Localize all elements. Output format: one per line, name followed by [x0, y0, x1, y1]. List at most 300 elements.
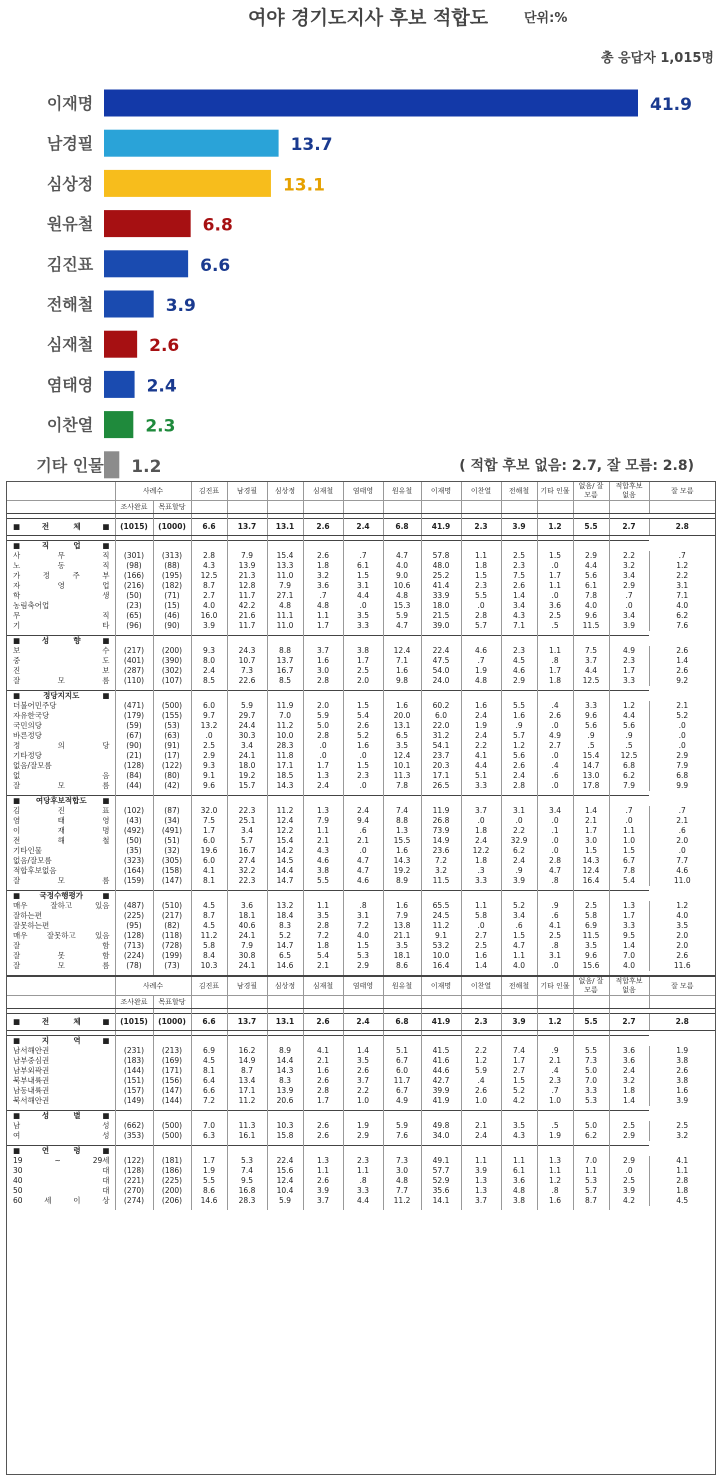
- table-cell: 7.0: [267, 711, 303, 721]
- section-title: ■국정수행평가■: [7, 891, 115, 902]
- table-cell: 9.1: [191, 771, 227, 781]
- table-cell: 15.3: [383, 601, 421, 611]
- table-cell: 12.4: [267, 1176, 303, 1186]
- table-cell: 4.1: [461, 751, 501, 761]
- table-cell: (390): [153, 656, 191, 666]
- table-cell: 2.6: [303, 519, 343, 536]
- table-cell: 2.5: [343, 666, 383, 676]
- table-cell: [573, 636, 609, 647]
- table-cell: 16.2: [227, 1046, 267, 1056]
- table-cell: .0: [343, 601, 383, 611]
- header-blank: [649, 996, 715, 1009]
- table-row: [7, 601, 715, 611]
- table-cell: [501, 891, 537, 902]
- section-title: ■직 업■: [7, 541, 115, 552]
- table-cell: [573, 691, 609, 702]
- table-cell: 14.3: [383, 856, 421, 866]
- table-cell: 9.0: [383, 571, 421, 581]
- header-blank: [537, 501, 573, 514]
- table-cell: 10.4: [267, 1186, 303, 1196]
- table-cell: .8: [537, 1186, 573, 1196]
- table-cell: 5.0: [303, 721, 343, 731]
- table-cell: [115, 1146, 153, 1157]
- table-cell: [115, 796, 153, 807]
- table-cell: 5.7: [501, 731, 537, 741]
- table-cell: [191, 1146, 227, 1157]
- table-cell: 30.8: [227, 951, 267, 961]
- header-blank: [461, 501, 501, 514]
- table-cell: 1.6: [649, 1086, 715, 1096]
- table-cell: 4.0: [573, 601, 609, 611]
- table-cell: 3.1: [343, 581, 383, 591]
- table-cell: [303, 691, 343, 702]
- table-cell: 9.5: [227, 1176, 267, 1186]
- table-cell: [153, 691, 191, 702]
- spacer-cell: [573, 1206, 609, 1210]
- spacer-cell: [501, 1206, 537, 1210]
- table-row: [7, 701, 715, 711]
- table-cell: 1.5: [537, 551, 573, 561]
- table-row: [7, 551, 715, 561]
- table-cell: [537, 541, 573, 552]
- table-cell: .4: [537, 701, 573, 711]
- table-cell: 1.0: [461, 1096, 501, 1106]
- table-cell: 2.0: [303, 701, 343, 711]
- table-cell: 7.7: [649, 856, 715, 866]
- table-cell: [609, 796, 649, 807]
- table-cell: .7: [461, 656, 501, 666]
- table-cell: 1.9: [461, 666, 501, 676]
- table-cell: 6.0: [191, 701, 227, 711]
- table-cell: 1.1: [303, 826, 343, 836]
- table-cell: [573, 541, 609, 552]
- table-cell: .6: [649, 826, 715, 836]
- table-cell: (128): [115, 1166, 153, 1176]
- table-cell: (179): [115, 711, 153, 721]
- table-row: [7, 711, 715, 721]
- spacer-cell: [267, 1206, 303, 1210]
- table-cell: 5.2: [501, 1086, 537, 1096]
- header-cell: 심상정: [267, 976, 303, 996]
- table-cell: 14.7: [573, 761, 609, 771]
- table-cell: 1.2: [537, 1014, 573, 1031]
- table-cell: 5.3: [573, 1096, 609, 1106]
- table-cell: 22.6: [227, 676, 267, 686]
- table-cell: 3.9: [501, 876, 537, 886]
- section-header-row: [7, 1036, 715, 1047]
- table-cell: 23.6: [421, 846, 461, 856]
- table-cell: 53.2: [421, 941, 461, 951]
- table-cell: (221): [115, 1176, 153, 1186]
- table-cell: 2.4: [343, 1014, 383, 1031]
- table-cell: .0: [537, 781, 573, 791]
- table-cell: .0: [461, 816, 501, 826]
- table-cell: [421, 1111, 461, 1122]
- table-cell: 6.3: [191, 1131, 227, 1141]
- table-cell: [115, 541, 153, 552]
- table-cell: 1.7: [191, 826, 227, 836]
- table-cell: 32.9: [501, 836, 537, 846]
- table-cell: .9: [537, 901, 573, 911]
- table-cell: 1.1: [609, 826, 649, 836]
- table-cell: 1.1: [537, 581, 573, 591]
- header-cell: 심상정: [267, 482, 303, 501]
- table-cell: 9.1: [421, 931, 461, 941]
- table-cell: 2.6: [649, 666, 715, 676]
- table-cell: 18.1: [227, 911, 267, 921]
- table-cell: 3.8: [303, 866, 343, 876]
- table-cell: 12.5: [573, 676, 609, 686]
- table-cell: 1.4: [573, 806, 609, 816]
- bar: [104, 170, 271, 197]
- table-cell: (169): [153, 1056, 191, 1066]
- table-row: [7, 866, 715, 876]
- spacer-cell: [421, 1206, 461, 1210]
- table-cell: 5.1: [383, 1046, 421, 1056]
- table-cell: 7.0: [609, 951, 649, 961]
- table-cell: [191, 636, 227, 647]
- header-cell: 기타 인물: [537, 976, 573, 996]
- data-label: 2.3: [145, 416, 176, 437]
- table-cell: (500): [153, 1121, 191, 1131]
- category-label: 원유철: [46, 214, 94, 234]
- table-cell: 11.7: [227, 621, 267, 631]
- table-cell: 2.4: [461, 836, 501, 846]
- table-cell: (35): [115, 846, 153, 856]
- table-cell: .9: [537, 1046, 573, 1056]
- data-label: 6.6: [200, 255, 231, 276]
- table-cell: 6.0: [191, 856, 227, 866]
- section-title: ■연 령■: [7, 1146, 115, 1157]
- table-cell: 3.7: [573, 656, 609, 666]
- table-cell: 57.8: [421, 551, 461, 561]
- row-label: 없 음: [13, 771, 110, 780]
- table-cell: 7.1: [501, 621, 537, 631]
- table-cell: 6.8: [609, 761, 649, 771]
- table-cell: [267, 691, 303, 702]
- table-cell: [191, 541, 227, 552]
- table-cell: 3.4: [609, 611, 649, 621]
- table-cell: 14.7: [267, 941, 303, 951]
- table-cell: 2.1: [343, 836, 383, 846]
- table-cell: [537, 691, 573, 702]
- table-cell: 3.6: [609, 1046, 649, 1056]
- table-cell: 2.8: [303, 1086, 343, 1096]
- table-cell: 16.8: [227, 1186, 267, 1196]
- table-cell: [609, 636, 649, 647]
- table-cell: 3.3: [609, 676, 649, 686]
- row-label: 40 대: [13, 1176, 110, 1185]
- row-label: 기타인물: [13, 846, 42, 855]
- row-label: 학 생: [13, 591, 110, 600]
- table-cell: (225): [115, 911, 153, 921]
- header-cell: 없음/ 잘 모름: [573, 976, 609, 996]
- table-cell: 4.5: [649, 1196, 715, 1206]
- table-cell: 3.3: [461, 781, 501, 791]
- table-cell: (217): [153, 911, 191, 921]
- table-cell: 4.5: [191, 1056, 227, 1066]
- table-cell: 1.6: [303, 656, 343, 666]
- table-cell: .6: [537, 911, 573, 921]
- table-cell: 18.5: [267, 771, 303, 781]
- section-header-row: [7, 541, 715, 552]
- row-label: 잘 함: [13, 941, 110, 950]
- table-cell: [421, 891, 461, 902]
- table-cell: 5.6: [501, 751, 537, 761]
- table-cell: 4.8: [383, 1176, 421, 1186]
- section-header-row: [7, 891, 715, 902]
- table-cell: .7: [609, 591, 649, 601]
- table-cell: 11.0: [649, 876, 715, 886]
- table-row: [7, 826, 715, 836]
- table-row: [7, 1046, 715, 1056]
- table-cell: (231): [115, 1046, 153, 1056]
- table-cell: 2.6: [303, 1131, 343, 1141]
- table-row: [7, 646, 715, 656]
- table-cell: 1.0: [343, 1096, 383, 1106]
- table-cell: 1.2: [537, 1176, 573, 1186]
- table-header-row: [7, 482, 715, 501]
- table-cell: 5.9: [303, 711, 343, 721]
- table-row: [7, 1131, 715, 1141]
- table-cell: 24.5: [421, 911, 461, 921]
- table-cell: [383, 541, 421, 552]
- table-cell: 2.6: [649, 646, 715, 656]
- table-cell: 2.4: [343, 519, 383, 536]
- table-row: [7, 1066, 715, 1076]
- table-cell: 4.4: [461, 761, 501, 771]
- table-cell: 2.2: [461, 741, 501, 751]
- table-cell: (34): [153, 816, 191, 826]
- table-cell: 13.9: [267, 1086, 303, 1096]
- table-cell: .0: [609, 1166, 649, 1176]
- table-cell: 4.8: [383, 591, 421, 601]
- table-cell: 6.0: [383, 1066, 421, 1076]
- table-cell: 4.1: [303, 1046, 343, 1056]
- table-cell: [267, 636, 303, 647]
- bar: [104, 291, 154, 318]
- table-cell: 8.8: [383, 816, 421, 826]
- table-cell: 32.2: [227, 866, 267, 876]
- table-cell: 2.9: [343, 1131, 383, 1141]
- table-cell: [267, 891, 303, 902]
- table-cell: 3.5: [343, 611, 383, 621]
- table-cell: 1.6: [383, 901, 421, 911]
- table-cell: 3.7: [303, 646, 343, 656]
- table-cell: (122): [115, 1156, 153, 1166]
- table-cell: [537, 796, 573, 807]
- table-cell: 7.5: [573, 646, 609, 656]
- table-cell: 1.1: [461, 1156, 501, 1166]
- table-cell: (107): [153, 676, 191, 686]
- table-cell: 6.2: [573, 1131, 609, 1141]
- table-cell: .4: [461, 1076, 501, 1086]
- table-cell: 11.0: [267, 621, 303, 631]
- table-cell: 5.0: [573, 1066, 609, 1076]
- table-cell: 5.5: [573, 519, 609, 536]
- table-cell: 2.9: [609, 1156, 649, 1166]
- table-cell: 5.3: [343, 951, 383, 961]
- table-cell: 1.3: [303, 806, 343, 816]
- table-cell: 3.3: [609, 921, 649, 931]
- table-cell: 21.1: [383, 931, 421, 941]
- table-cell: 1.6: [537, 1196, 573, 1206]
- table-cell: (15): [153, 601, 191, 611]
- table-cell: [343, 1036, 383, 1047]
- table-cell: (90): [153, 621, 191, 631]
- table-cell: 3.9: [303, 1186, 343, 1196]
- table-cell: 12.4: [383, 751, 421, 761]
- table-cell: 1.2: [501, 741, 537, 751]
- table-cell: .7: [303, 591, 343, 601]
- table-cell: 4.6: [649, 866, 715, 876]
- table-cell: .8: [537, 656, 573, 666]
- table-cell: 5.5: [501, 701, 537, 711]
- table-cell: 1.1: [537, 646, 573, 656]
- header-cell: 염태영: [343, 482, 383, 501]
- table-cell: 2.5: [191, 741, 227, 751]
- header-blank: [7, 976, 115, 996]
- table-cell: [501, 691, 537, 702]
- table-cell: 4.4: [609, 711, 649, 721]
- table-cell: 6.8: [383, 519, 421, 536]
- table-row: [7, 846, 715, 856]
- table-cell: 11.2: [383, 1196, 421, 1206]
- table-cell: (78): [115, 961, 153, 971]
- table-cell: 6.2: [649, 611, 715, 621]
- table-cell: [267, 1146, 303, 1157]
- table-cell: (274): [115, 1196, 153, 1206]
- table-cell: 44.6: [421, 1066, 461, 1076]
- table-cell: 7.2: [343, 921, 383, 931]
- table-cell: 6.4: [191, 1076, 227, 1086]
- category-label: 심상정: [46, 174, 94, 194]
- table-cell: 3.3: [573, 1086, 609, 1096]
- table-cell: 1.4: [501, 591, 537, 601]
- table-cell: (90): [115, 741, 153, 751]
- table-cell: 3.9: [609, 621, 649, 631]
- table-row: [7, 816, 715, 826]
- table-row: [7, 901, 715, 911]
- spacer-cell: [191, 1206, 227, 1210]
- table-cell: 7.6: [649, 621, 715, 631]
- table-row: [7, 581, 715, 591]
- table-cell: [461, 1111, 501, 1122]
- table-cell: 11.9: [267, 701, 303, 711]
- table-cell: 14.2: [267, 846, 303, 856]
- row-label: 여 성: [13, 1131, 110, 1140]
- table-cell: 2.5: [649, 1121, 715, 1131]
- table-cell: 4.0: [609, 961, 649, 971]
- table-cell: 3.9: [191, 621, 227, 631]
- table-cell: 8.8: [267, 646, 303, 656]
- table-row: [7, 761, 715, 771]
- table-cell: [461, 1036, 501, 1047]
- table-cell: 24.1: [227, 961, 267, 971]
- table-cell: .7: [649, 806, 715, 816]
- table-cell: 3.8: [649, 1076, 715, 1086]
- table-row: [7, 1166, 715, 1176]
- table-cell: 3.7: [303, 1196, 343, 1206]
- table-cell: (500): [153, 1131, 191, 1141]
- table-cell: 15.6: [267, 1166, 303, 1176]
- table-cell: .5: [537, 1121, 573, 1131]
- table-cell: 28.3: [267, 741, 303, 751]
- table-cell: (1000): [153, 519, 191, 536]
- table-cell: 41.5: [421, 1046, 461, 1056]
- table-cell: 2.4: [343, 806, 383, 816]
- table-cell: 3.3: [343, 621, 383, 631]
- table-cell: 1.5: [573, 846, 609, 856]
- table-cell: 2.5: [573, 901, 609, 911]
- table-row: [7, 1076, 715, 1086]
- table-cell: (46): [153, 611, 191, 621]
- table-cell: 1.2: [649, 901, 715, 911]
- table-cell: 6.6: [191, 519, 227, 536]
- table-cell: 1.4: [461, 961, 501, 971]
- table-cell: 21.5: [421, 611, 461, 621]
- table-cell: 2.8: [191, 551, 227, 561]
- table-cell: 11.7: [383, 1076, 421, 1086]
- bar: [104, 331, 137, 358]
- table-cell: .1: [537, 826, 573, 836]
- row-label: 50 대: [13, 1186, 110, 1195]
- table-cell: 4.7: [383, 551, 421, 561]
- table-cell: [501, 1036, 537, 1047]
- table-cell: 1.3: [609, 901, 649, 911]
- table-cell: 5.6: [609, 721, 649, 731]
- spacer-cell: [115, 1206, 153, 1210]
- table-cell: 22.3: [227, 806, 267, 816]
- table-cell: 6.5: [267, 951, 303, 961]
- table-cell: [191, 1036, 227, 1047]
- table-cell: 3.1: [501, 806, 537, 816]
- table-cell: 4.6: [501, 666, 537, 676]
- table-cell: .0: [191, 731, 227, 741]
- table-cell: [383, 1111, 421, 1122]
- table-cell: 1.6: [343, 741, 383, 751]
- table-cell: 14.6: [191, 1196, 227, 1206]
- table-cell: 57.7: [421, 1166, 461, 1176]
- table-cell: 10.3: [191, 961, 227, 971]
- table-cell: 6.0: [191, 836, 227, 846]
- table-cell: [191, 691, 227, 702]
- table-cell: 8.0: [191, 656, 227, 666]
- table-row: [7, 731, 715, 741]
- table-cell: (88): [153, 561, 191, 571]
- table-cell: .0: [649, 741, 715, 751]
- table-cell: 30.3: [227, 731, 267, 741]
- table-cell: 3.6: [501, 1176, 537, 1186]
- table-cell: [343, 796, 383, 807]
- table-cell: 11.2: [421, 921, 461, 931]
- table-cell: 8.9: [267, 1046, 303, 1056]
- table-cell: 10.6: [383, 581, 421, 591]
- table-cell: 1.8: [303, 941, 343, 951]
- header-cell: 이찬열: [461, 976, 501, 996]
- table-cell: 9.9: [649, 781, 715, 791]
- row-label: 잘 모 름: [13, 961, 110, 970]
- table-cell: 8.3: [267, 1076, 303, 1086]
- table-cell: 2.5: [537, 611, 573, 621]
- table-row: [7, 836, 715, 846]
- table-cell: [267, 796, 303, 807]
- table-cell: 6.9: [191, 1046, 227, 1056]
- table-cell: (166): [115, 571, 153, 581]
- row-label: 북부내륙권: [13, 1076, 50, 1085]
- table-cell: 3.2: [421, 866, 461, 876]
- table-cell: 7.6: [383, 1131, 421, 1141]
